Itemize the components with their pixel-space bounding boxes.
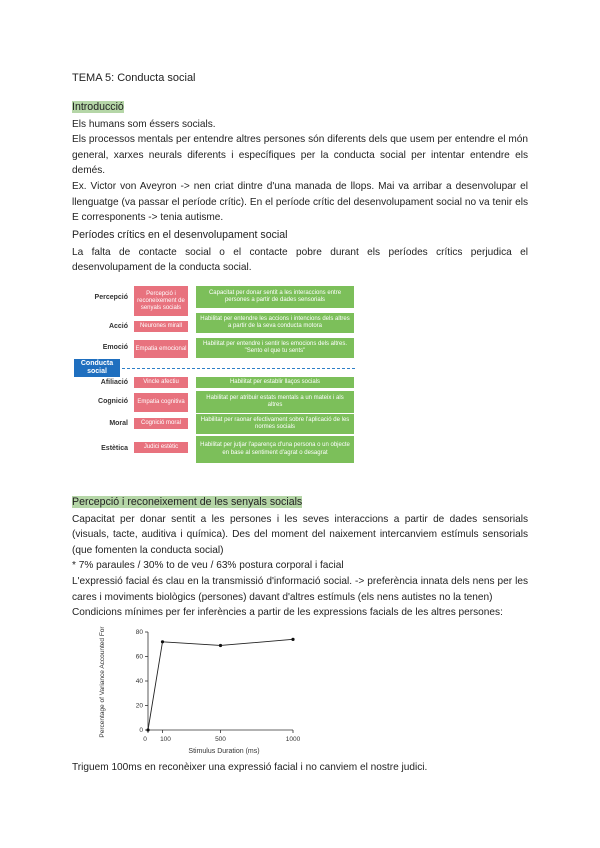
diagram-green-percepcio: Capacitat per donar sentit a les interaccions entre persones a partir de dades sensorials <box>196 286 354 308</box>
diagram-green-cognicio: Habilitat per atribuir estats mentals a un mateix i als altres <box>196 391 354 413</box>
chart-xtick-label: 100 <box>160 736 171 743</box>
chart-ytick-label: 20 <box>135 702 143 710</box>
diagram-label-moral: Moral <box>109 420 128 427</box>
chart-ylabel: Percentage of Variance Accounted For <box>99 626 106 738</box>
chart-ytick-label: 80 <box>135 629 143 637</box>
variance-chart <box>80 622 320 756</box>
perception-p3: L'expressió facial és clau en la transmissió d'informació social. -> preferència innata dels nens per les cares i moviments biològics (persones) davant d'altres estímuls (els nens autistes no la tenen) <box>72 575 528 603</box>
diagram-center-box: Conducta social <box>74 359 120 377</box>
critical-heading: Períodes crítics en el desenvolupament social <box>72 229 288 241</box>
diagram-green-accio: Habilitat per entendre les accions i intencions dels altres a partir de la seva conducta motora <box>196 313 354 333</box>
critical-text: La falta de contacte social o el contacte pobre durant els períodes crítics perjudica el desenvolupament de la conducta social. <box>72 246 528 274</box>
chart-ytick-label: 60 <box>135 653 143 661</box>
chart-point <box>161 640 164 643</box>
intro-line-1: Els humans som éssers socials. <box>72 118 216 130</box>
diagram-green-afiliacio: Habilitat per establir llaços socials <box>196 377 354 388</box>
diagram-pink-percepcio: Percepció i reconeixement de senyals socials <box>134 286 188 316</box>
chart-point <box>219 644 222 647</box>
diagram-label-cognicio: Cognició <box>98 398 128 405</box>
diagram-green-estetica: Habilitat per jutjar l'aparença d'una persona o un objecte en base al sentiment d'agrat o desagrat <box>196 436 354 463</box>
intro-line-2: Els processos mentals per entendre altres persones són diferents dels que usem per entendre el món general, xarxes neurals diferents i específiques per la conducta social per intentar entendre els demés. <box>72 134 528 177</box>
chart-series <box>146 638 294 732</box>
diagram-pink-moral: Cognició moral <box>134 418 188 429</box>
diagram-label-estetica: Estètica <box>101 445 128 452</box>
chart-ytick-label: 40 <box>135 678 143 686</box>
chart-xtick-label: 0 <box>143 736 147 743</box>
chart-xtick-label: 500 <box>215 736 226 743</box>
perception-p4: Condicions mínimes per fer inferències a partir de les expressions facials de les altres persones: <box>72 607 503 619</box>
diagram-label-emocio: Emoció <box>102 344 128 351</box>
perception-p2: * 7% paraules / 30% to de veu / 63% postura corporal i facial <box>72 560 344 572</box>
intro-heading: Introducció <box>72 101 124 113</box>
intro-section <box>72 100 528 226</box>
critical-section <box>72 228 528 276</box>
diagram-label-afiliacio: Afiliació <box>100 379 128 386</box>
diagram-label-percepcio: Percepció <box>94 294 128 301</box>
perception-p1: Capacitat per donar sentit a les persones i les seves interaccions a partir de dades sensorials (visuals, tacte, auditiva i química). Des del moment del naixement intercanviem estímuls sensorials (que fomenten la conducta social) <box>72 513 528 556</box>
diagram-green-emocio: Habilitat per entendre i sentir les emocions dels altres. "Sento el que tu sents" <box>196 338 354 358</box>
chart-ticks <box>136 629 301 743</box>
diagram-pink-accio: Neurones mirall <box>134 321 188 332</box>
diagram-pink-emocio: Empatia emocional <box>134 340 188 358</box>
chart-ytick-label: 0 <box>139 727 143 735</box>
diagram-label-accio: Acció <box>108 323 128 330</box>
diagram-divider <box>107 368 355 369</box>
chart-series-line <box>148 639 293 730</box>
diagram-pink-estetica: Judici estètic <box>134 442 188 453</box>
chart-point <box>146 728 149 731</box>
diagram-pink-afiliacio: Vincle afectiu <box>134 377 188 388</box>
page-title: TEMA 5: Conducta social <box>72 72 196 84</box>
perception-section <box>72 495 528 621</box>
chart-xtick-label: 1000 <box>285 736 301 743</box>
diagram-green-moral: Habilitat per raonar efectivament sobre l'aplicació de les normes socials <box>196 414 354 434</box>
perception-heading: Percepció i reconeixement de les senyals socials <box>72 496 303 508</box>
diagram-pink-cognicio: Empatia cognitiva <box>134 393 188 412</box>
perception-p5: Triguem 100ms en reconèixer una expressió facial i no canviem el nostre judici. <box>72 762 428 773</box>
chart-point <box>291 638 294 641</box>
chart-xlabel: Stimulus Duration (ms) <box>188 748 260 755</box>
intro-line-3: Ex. Victor von Aveyron -> nen criat dintre d'una manada de llops. Mai va arribar a desenvolupar el llenguatge (va passar el període crític). En el període crític del desenvolupament social no va tenir els E corresponents -> tenia autisme. <box>72 180 528 224</box>
